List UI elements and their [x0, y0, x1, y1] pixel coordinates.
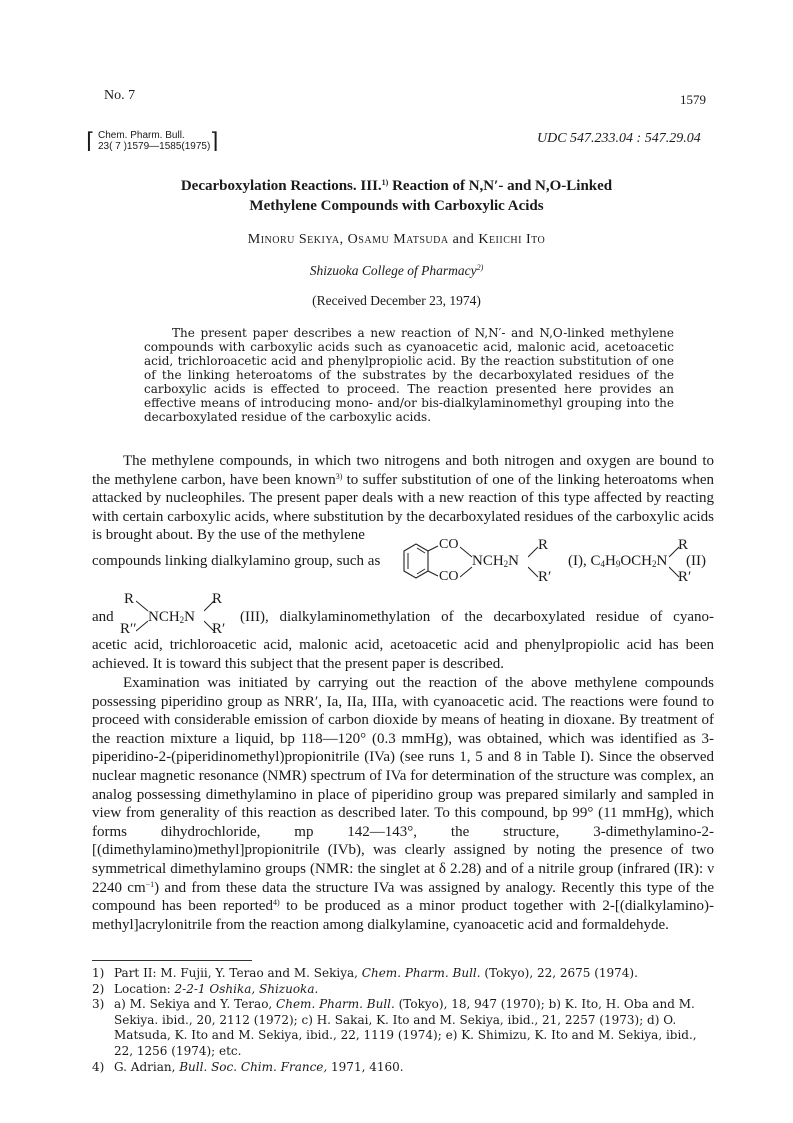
- footnote-divider: [92, 960, 252, 961]
- running-header-issue: No. 7: [104, 88, 136, 103]
- abstract: [144, 326, 674, 424]
- journal-ref-line1: Chem. Pharm. Bull.: [98, 130, 185, 141]
- journal-reference: ⌈ Chem. Pharm. Bull. 23( 7 )1579—1585(1975) ⌉: [86, 128, 219, 153]
- body-paragraph-3: Examination was initiated by carrying out the reaction of the above methylene compounds possessing piperidino group as NRR′, Ia, IIa, IIIa, with cyanoacetic acid. The reactions were found to proceed with considerable emission of carbon dioxide by means of heating in dioxane. By treatment of the reaction mixture a liquid, bp 118—120° (0.3 mmHg), was obtained, which was identified as 3-piperidino-2-(piperidinomethyl)propionitrile (IVa) (see runs 1, 5 and 8 in Table I). Since the observed nuclear magnetic resonance (NMR) spectrum of IVa for determination of the structure was complex, an analog possessing dimethylamino in place of piperidino group was prepared similarly and sampled in view from generality of this reaction as described later. To this compound, bp 99° (11 mmHg), which forms dihydrochloride, mp 142—143°, the structure, 3-dimethylamino-2-[(dimethylamino)methyl]propionitrile (IVb), was clearly assigned by noting the presence of two symmetrical dimethylamino groups (NMR: the singlet at δ 2.28) and of a nitrile group (infrared (IR): ν 2240 $cm^{-1}$) and from these data the structure IVa was assigned by analogy. Recently this type of the compound has been reported$^{4)}$ to be produced as a minor product together with 2-[(dialkylamino)-methyl]acrylonitrile from the reaction among dialkylamine, cyanoacetic acid and formaldehyde.: [92, 675, 715, 933]
- authors: Minoru Sekiya, Osamu Matsuda and Keiichi Ito: [247, 232, 546, 247]
- paper-title: [0, 176, 793, 216]
- title-line-1: Decarboxylation Reactions. III.$^{1)}$ Reaction of N,N′- and N,O-Linked: [180, 178, 613, 194]
- footnote-4: 4) G. Adrian, Bull. Soc. Chim. France, 1971, 4160.: [92, 1059, 404, 1074]
- page-number: 1579: [680, 92, 706, 107]
- affiliation: Shizuoka College of Pharmacy$^{2)}$: [309, 263, 484, 278]
- abstract-text: The present paper describes a new reaction of N,N′- and N,O-linked methylene compounds with carboxylic acids such as cyanoacetic acid, malonic acid, acetoacetic acid, trichloroacetic acid and phenylpropiolic acid. By the reaction substitution of one of the linking heteroatoms of the substrates by the decarboxylated residues of the carboxylic acids is effected to proceed. The reaction presented here provides an effective means of introducing mono- and/or bis-dialkylaminomethyl grouping into the decarboxylated residue of the carboxylic acids.: [144, 326, 674, 424]
- body-paragraph-1: The methylene compounds, in which two nitrogens and both nitrogen and oxygen are bound to the methylene carbon, have been known$^{3)}$ to suffer substitution of one of the linking heteroatoms when attacked by nucleophiles. The present paper deals with a new reaction of this type affected by reacting with certain carboxylic acids, where substitution by the decarboxylated residues of the carboxylic acids is brought about. By the use of the methylene: [92, 453, 715, 544]
- structure-line-1: compounds linking dialkylamino group, such as CO CO $NCH_2N$ R R′ (I), $C_4H_9OCH_2N$ R R′ (II): [92, 537, 714, 593]
- phthalimide-ring-structure: [390, 537, 442, 593]
- footnotes: [92, 966, 714, 1075]
- received-date: (Received December 23, 1974): [312, 293, 481, 308]
- structure-line-2: and R R′′ $NCH_2N$ R R′ (III), dialkylaminomethylation of the decarboxylated residue of cyano-: [92, 591, 714, 637]
- udc-code: UDC 547.233.04 : 547.29.04: [537, 131, 701, 146]
- footnote-1: 1) Part II: M. Fujii, Y. Terao and M. Sekiya, Chem. Pharm. Bull. (Tokyo), 22, 2675 (1974).: [92, 966, 638, 980]
- title-line-2: Methylene Compounds with Carboxylic Acids: [249, 198, 544, 214]
- footnote-2: 2) Location: 2-2-1 Oshika, Shizuoka.: [92, 981, 319, 996]
- footnote-3: 3) a) M. Sekiya and Y. Terao, Chem. Pharm. Bull. (Tokyo), 18, 947 (1970); b) K. Ito, H. Oba and M. Sekiya. ibid., 20, 2112 (1972); c) H. Sakai, K. Ito and M. Sekiya, ibid., 21, 2257 (1973); d) O. Matsuda, K. Ito and M. Sekiya, ibid., 22, 1119 (1974); e) K. Shimizu, K. Ito and M. Sekiya, ibid., 22, 1256 (1974); etc.: [92, 997, 697, 1058]
- journal-ref-line2: 23( 7 )1579—1585(1975): [98, 141, 211, 152]
- body-paragraph-2: acetic acid, trichloroacetic acid, malonic acid, acetoacetic acid and phenylpropiolic acid has been achieved. It is toward this subject that the present paper is described.: [92, 637, 714, 672]
